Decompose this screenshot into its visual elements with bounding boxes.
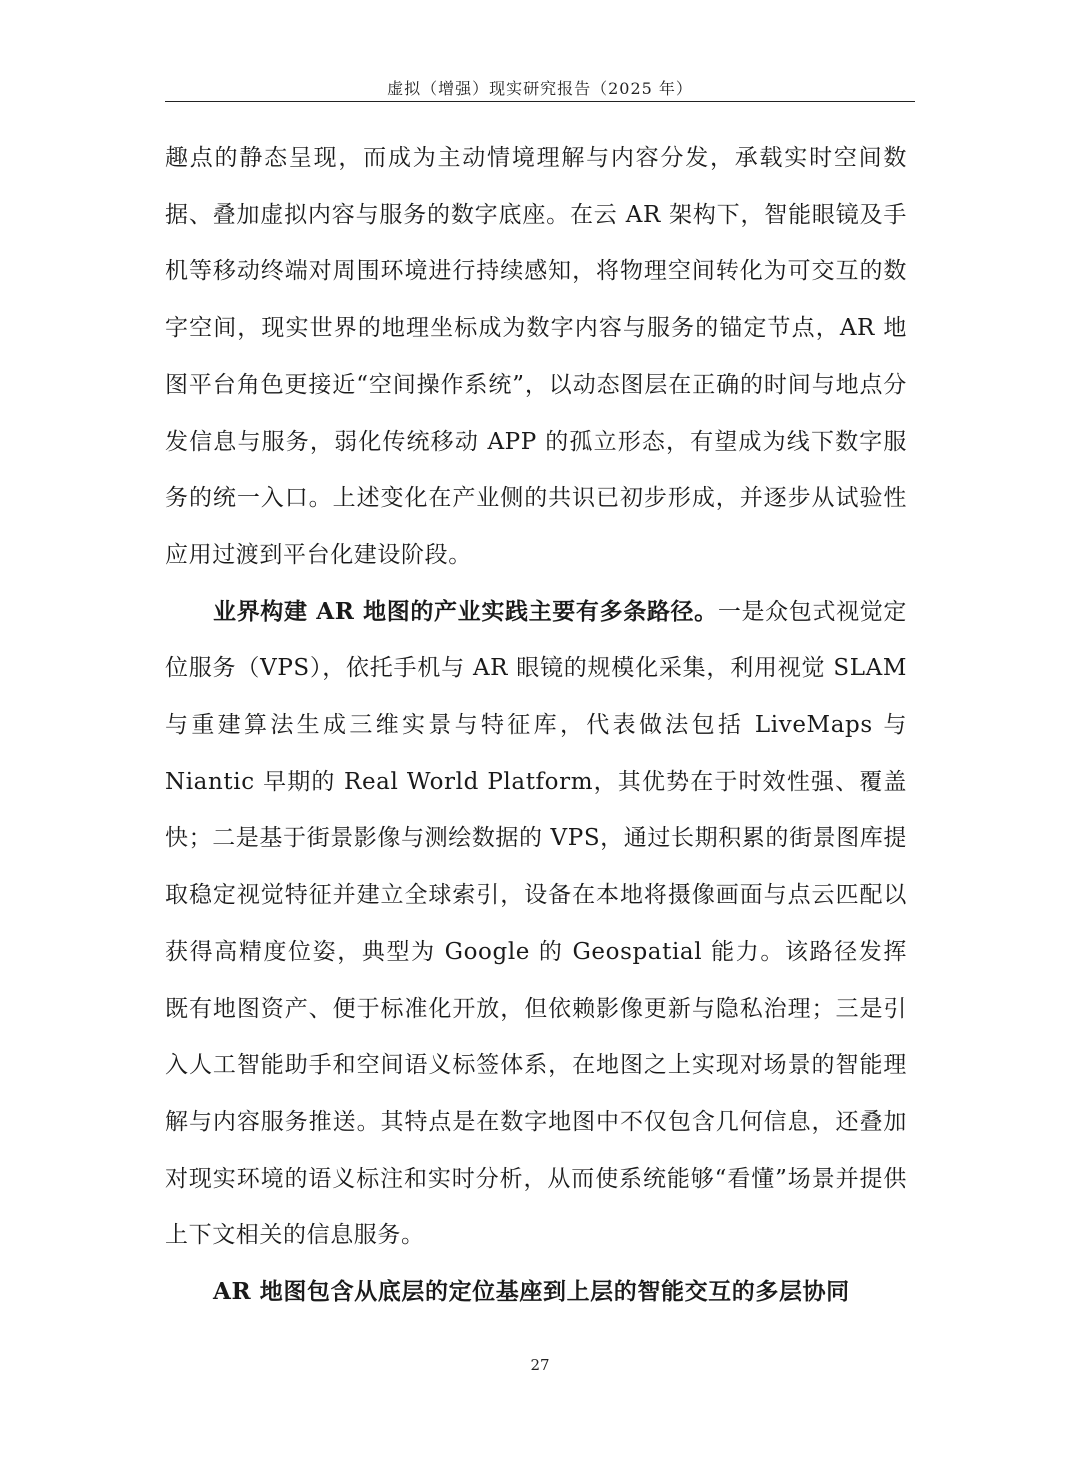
paragraph-industry-paths bbox=[165, 584, 907, 1264]
paragraph-text: 趣点的静态呈现，而成为主动情境理解与内容分发，承载实时空间数据、叠加虚拟内容与服务的数字底座。在云 AR 架构下，智能眼镜及手机等移动终端对周围环境进行持续感知，将物理空间转化为可交互的数字空间，现实世界的地理坐标成为数字内容与服务的锚定节点，AR 地图平台角色更接近“空间操作系统”，以动态图层在正确的时间与地点分发信息与服务，弱化传统移动 APP 的孤立形态，有望成为线下数字服务的统一入口。上述变化在产业侧的共识已初步形成，并逐步从试验性应用过渡到平台化建设阶段。 bbox=[165, 145, 907, 568]
page-number: 27 bbox=[530, 1356, 550, 1374]
paragraph-continued bbox=[165, 130, 907, 584]
paragraph-layers bbox=[165, 1264, 907, 1321]
header-rule bbox=[165, 101, 915, 102]
paragraph-text: 一是众包式视觉定位服务（VPS），依托手机与 AR 眼镜的规模化采集，利用视觉 SLAM 与重建算法生成三维实景与特征库，代表做法包括 LiveMaps 与 Niantic 早期的 Real World Platform，其优势在于时效性强、覆盖快；二是基于街景影像与测绘数据的 VPS，通过长期积累的街景图库提取稳定视觉特征并建立全球索引，设备在本地将摄像画面与点云匹配以获得高精度位姿，典型为 Google 的 Geospatial 能力。该路径发挥既有地图资产、便于标准化开放，但依赖影像更新与隐私治理；三是引入人工智能助手和空间语义标签体系，在地图之上实现对场景的智能理解与内容服务推送。其特点是在数字地图中不仅包含几何信息，还叠加对现实环境的语义标注和实时分析，从而使系统能够“看懂”场景并提供上下文相关的信息服务。 bbox=[165, 598, 907, 1249]
body-text bbox=[165, 130, 907, 1321]
paragraph-lead: 业界构建 AR 地图的产业实践主要有多条路径。 bbox=[213, 597, 718, 625]
paragraph-lead: AR 地图包含从底层的定位基座到上层的智能交互的多层协同 bbox=[213, 1278, 850, 1306]
running-header: 虚拟（增强）现实研究报告（2025 年） bbox=[387, 79, 693, 98]
